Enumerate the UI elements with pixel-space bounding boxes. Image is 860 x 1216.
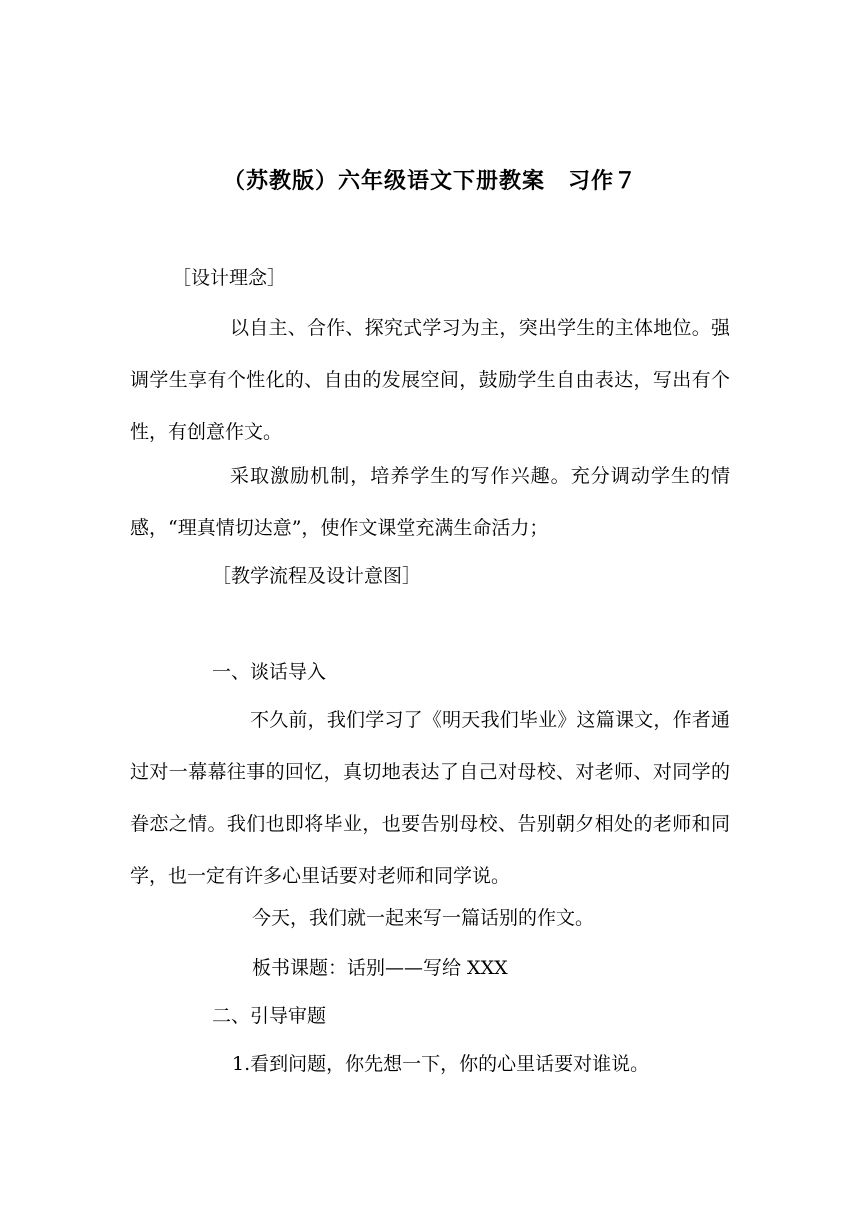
flow-heading: ［教学流程及设计意图］ (212, 565, 422, 587)
design-concept-heading: ［设计理念］ (172, 267, 287, 289)
board-title-line: 板书课题：话别——写给 XXX (252, 957, 508, 979)
concept-paragraph-1: 以自主、合作、探究式学习为主，突出学生的主体地位。强调学生享有个性化的、自由的发展空间，鼓励学生自由表达，写出有个性，有创意作文。 (130, 317, 730, 443)
part1-heading: 一、谈话导入 (212, 661, 327, 683)
concept-paragraph-2: 采取激励机制，培养学生的写作兴趣。充分调动学生的情感，“理真情切达意”，使作文课堂充满生命活力； (130, 465, 730, 539)
part1-paragraph-1: 不久前，我们学习了《明天我们毕业》这篇课文，作者通过对一幕幕往事的回忆，真切地表达了自己对母校、对老师、对同学的眷恋之情。我们也即将毕业，也要告别母校、告别朝夕相处的老师和同学，也一定有许多心里话要对老师和同学说。 (130, 709, 730, 887)
part2-heading: 二、引导审题 (212, 1005, 327, 1027)
part2-item-1: 1.看到问题，你先想一下，你的心里话要对谁说。 (232, 1053, 650, 1075)
document-title: （苏教版）六年级语文下册教案 习作７ (222, 169, 637, 194)
part1-paragraph-2: 今天，我们就一起来写一篇话别的作文。 (252, 907, 595, 929)
